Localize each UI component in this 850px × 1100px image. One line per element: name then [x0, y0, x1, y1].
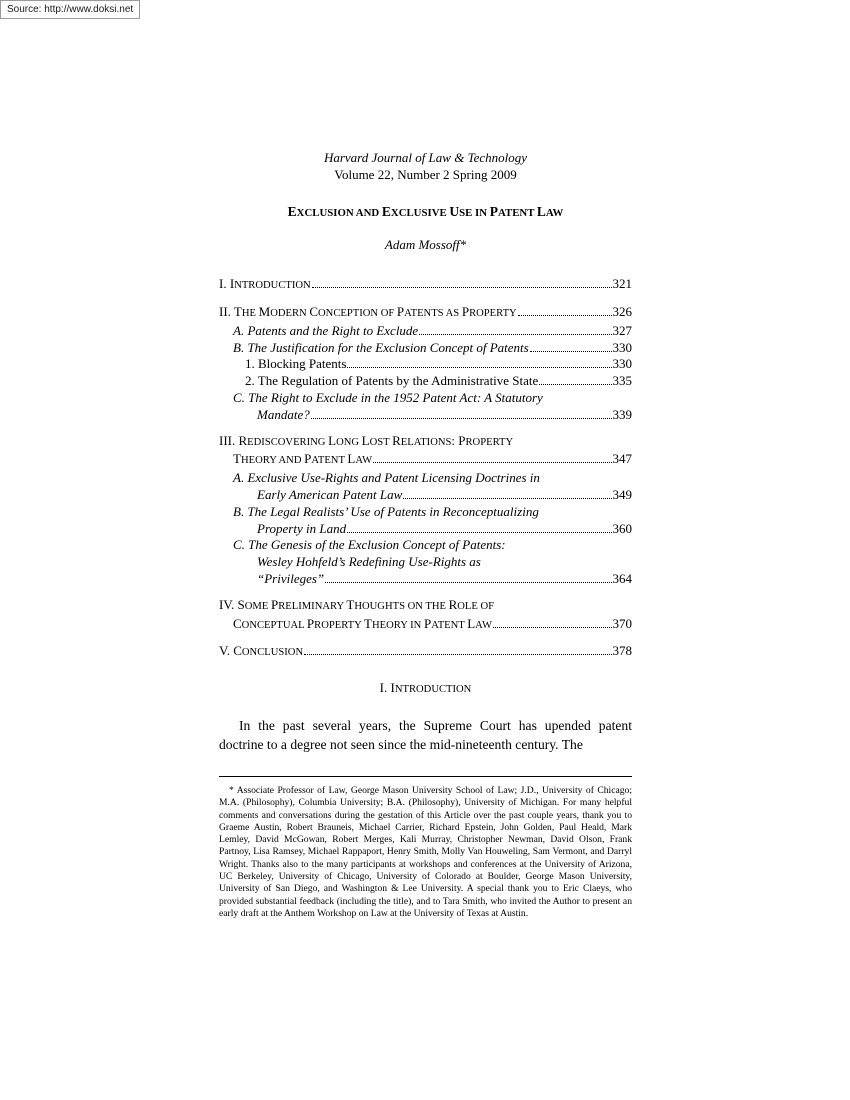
toc-page-number: 321	[612, 276, 632, 292]
toc-leader	[539, 383, 611, 385]
toc-entry-ii-a: A. Patents and the Right to Exclude 327	[233, 322, 632, 338]
toc-leader	[518, 314, 612, 316]
source-label[interactable]: Source: http://www.doksi.net	[0, 0, 140, 19]
toc-entry-iii-b: Property in Land 360	[257, 520, 632, 536]
journal-name: Harvard Journal of Law & Technology	[323, 150, 528, 165]
author-name: Adam Mossoff*	[384, 237, 467, 253]
toc-entry-ii-b: B. The Justification for the Exclusion Concept of Patents 330	[233, 339, 632, 355]
toc-page-number: 370	[612, 615, 632, 631]
toc-entry-iii-c: “Privileges” 364	[257, 570, 632, 586]
toc-entry-ii-c: Mandate? 339	[257, 406, 632, 422]
journal-volume: Volume 22, Number 2 Spring 2009	[334, 166, 517, 182]
toc-page-number: 326	[612, 303, 632, 319]
toc-leader	[347, 366, 611, 368]
toc-entry-introduction: I. INTRODUCTION 321	[219, 276, 632, 292]
toc-page-number: 339	[612, 406, 632, 422]
footnote-divider	[219, 776, 632, 777]
toc-leader	[312, 286, 612, 288]
toc-leader	[403, 497, 611, 499]
toc-entry-part-iii-line1: III. REDISCOVERING LONG LOST RELATIONS: PROPERTY	[219, 432, 514, 448]
toc-entry-conclusion: V. CONCLUSION 378	[219, 643, 632, 659]
article-page	[219, 150, 632, 754]
section-heading-introduction: I. INTRODUCTION	[379, 680, 472, 696]
toc-leader	[419, 333, 611, 335]
toc-entry-iii-c-line2: Wesley Hohfeld’s Redefining Use-Rights as	[257, 554, 481, 570]
toc-entry-iii-a-line1: A. Exclusive Use-Rights and Patent Licensing Doctrines in	[233, 470, 540, 486]
toc-page-number: 335	[612, 373, 632, 389]
toc-entry-part-ii: II. THE MODERN CONCEPTION OF PATENTS AS PROPERTY 326	[219, 303, 632, 319]
toc-entry-ii-b-2: 2. The Regulation of Patents by the Administrative State 335	[245, 373, 632, 389]
toc-page-number: 327	[612, 322, 632, 338]
toc-leader	[304, 653, 611, 655]
toc-page-number: 330	[612, 356, 632, 372]
article-title: EXCLUSION AND EXCLUSIVE USE IN PATENT LAW	[287, 203, 564, 219]
toc-entry-part-iv-line1: IV. SOME PRELIMINARY THOUGHTS ON THE ROLE OF	[219, 596, 495, 612]
toc-entry-iii-c-line1: C. The Genesis of the Exclusion Concept of Patents:	[233, 537, 506, 553]
toc-page-number: 347	[612, 451, 632, 467]
toc-entry-part-iii: THEORY AND PATENT LAW 347	[233, 451, 632, 467]
toc-page-number: 378	[612, 643, 632, 659]
toc-page-number: 364	[612, 570, 632, 586]
footnote: * Associate Professor of Law, George Mason University School of Law; J.D., University of Chicago; M.A. (Philosophy), Columbia University; B.A. (Philosophy), University of Michigan. For many helpful comments and conversations during the gestation of this Article over the past couple years, thank you to Graeme Austin, Robert Brauneis, Michael Carrier, Richard Epstein, John Golden, Paul Heald, Mark Lemley, David McGowan, Robert Merges, Kali Murray, Christopher Newman, David Olson, Frank Partnoy, Lisa Ramsey, Michael Rappaport, Henry Smith, Molly Van Houweling, Sam Vermont, and Darryl Wright. Thanks also to the many participants at workshops and conferences at the University of Arizona, UC Berkeley, University of Chicago, University of Colorado at Boulder, George Mason University, University of San Diego, and Washington & Lee University. A special thank you to Eric Claeys, who provided substantial feedback (including the title), and to Tara Smith, who invited the Author to present an early draft at the Anthem Workshop on Law at the University of Texas at Austin.	[219, 785, 632, 919]
toc-entry-ii-c-line1: C. The Right to Exclude in the 1952 Patent Act: A Statutory	[233, 389, 543, 405]
toc-entry-part-iv: CONCEPTUAL PROPERTY THEORY IN PATENT LAW 370	[233, 615, 632, 631]
toc-entry-iii-a: Early American Patent Law 349	[257, 486, 632, 502]
toc-leader	[347, 531, 611, 533]
toc-page-number: 330	[612, 339, 632, 355]
body-paragraph: In the past several years, the Supreme Court has upended patent doctrine to a degree not seen since the mid-nineteenth century. The	[219, 717, 632, 752]
toc-entry-ii-b-1: 1. Blocking Patents 330	[245, 356, 632, 372]
toc-leader	[493, 626, 612, 628]
toc-leader	[373, 461, 611, 463]
toc-entry-iii-b-line1: B. The Legal Realists’ Use of Patents in Reconceptualizing	[233, 503, 539, 519]
toc-leader	[530, 350, 612, 352]
table-of-contents	[219, 276, 632, 662]
toc-page-number: 349	[612, 486, 632, 502]
toc-leader	[311, 417, 612, 419]
toc-page-number: 360	[612, 520, 632, 536]
toc-leader	[325, 581, 611, 583]
